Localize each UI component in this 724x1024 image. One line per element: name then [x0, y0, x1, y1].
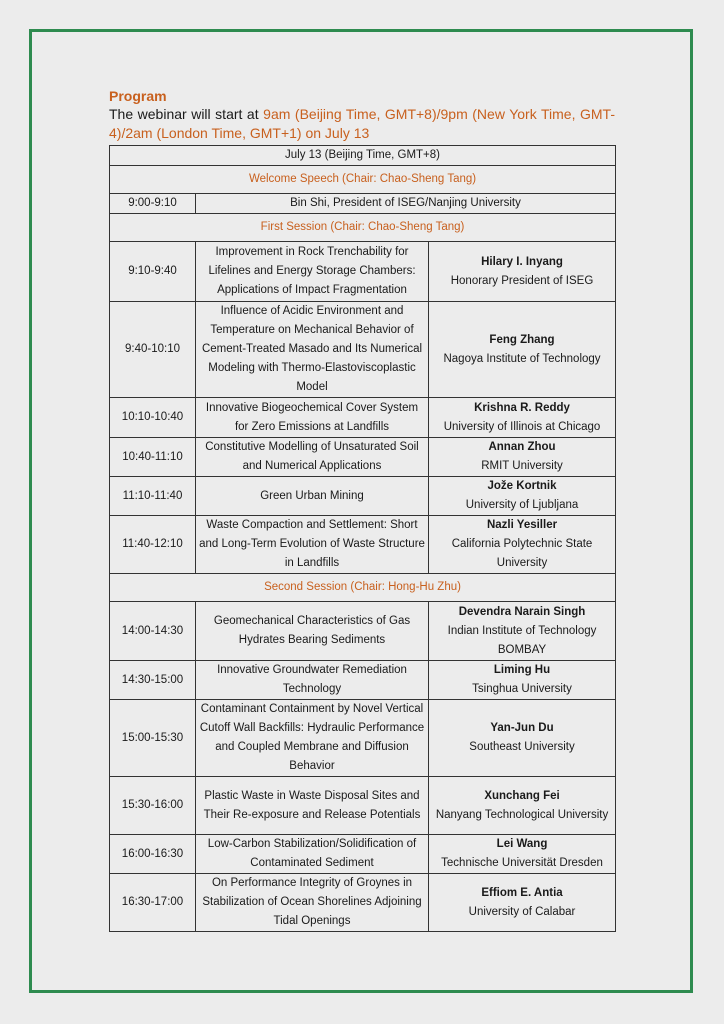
talk-title: Influence of Acidic Environment and Temperature on Mechanical Behavior of Cement-Treated Masado and Its Numerical Modeling with Thermo-Elastoviscoplastic Model: [196, 302, 429, 398]
speaker-affiliation: University of Calabar: [468, 905, 576, 918]
welcome-heading-row: [110, 166, 616, 194]
program-intro: [109, 105, 615, 143]
speaker-name: Jože Kortnik: [487, 480, 557, 492]
speaker-name: Effiom E. Antia: [481, 886, 563, 899]
speaker-name: Xunchang Fei: [484, 789, 560, 802]
date-cell: July 13 (Beijing Time, GMT+8): [110, 146, 616, 166]
welcome-time: 9:00-9:10: [110, 194, 196, 214]
speaker-affiliation: Southeast University: [469, 741, 575, 753]
talk-row: [110, 516, 616, 574]
talk-row: [110, 398, 616, 438]
talk-title: Green Urban Mining: [196, 477, 429, 516]
talk-speaker-cell: [429, 700, 616, 777]
talk-title: Geomechanical Characteristics of Gas Hydrates Bearing Sediments: [196, 602, 429, 661]
speaker-affiliation: RMIT University: [481, 460, 563, 472]
talk-speaker-cell: [429, 516, 616, 574]
talk-speaker-cell: [429, 661, 616, 700]
speaker-affiliation: Tsinghua University: [472, 683, 572, 695]
session-heading-row: [110, 574, 616, 602]
talk-row: [110, 477, 616, 516]
talk-title: Constitutive Modelling of Unsaturated Soil and Numerical Applications: [196, 438, 429, 477]
speaker-name: Annan Zhou: [488, 441, 556, 453]
talk-time: 10:40-11:10: [110, 438, 196, 477]
speaker-name: Lei Wang: [496, 838, 548, 850]
talk-time: 11:40-12:10: [110, 516, 196, 574]
talk-title: On Performance Integrity of Groynes in Stabilization of Ocean Shorelines Adjoining Tidal Openings: [196, 874, 429, 932]
talk-speaker-cell: [429, 835, 616, 874]
talk-row: [110, 835, 616, 874]
speaker-affiliation: Indian Institute of Technology BOMBAY: [447, 624, 597, 656]
talk-speaker-cell: [429, 602, 616, 661]
talk-title: Improvement in Rock Trenchability for Lifelines and Energy Storage Chambers: Applications of Impact Fragmentation: [196, 242, 429, 302]
date-row: [110, 146, 616, 166]
talk-speaker-cell: [429, 874, 616, 932]
speaker-name: Krishna R. Reddy: [474, 401, 570, 414]
speaker-affiliation: California Polytechnic State University: [451, 538, 593, 569]
talk-time: 15:30-16:00: [110, 777, 196, 835]
talk-row: [110, 438, 616, 477]
talk-speaker-cell: [429, 242, 616, 302]
welcome-row: [110, 194, 616, 214]
speaker-affiliation: Technische Universität Dresden: [441, 857, 603, 869]
talk-time: 14:30-15:00: [110, 661, 196, 700]
talk-title: Innovative Biogeochemical Cover System for Zero Emissions at Landfills: [196, 398, 429, 438]
talk-time: 9:10-9:40: [110, 242, 196, 302]
talk-time: 16:30-17:00: [110, 874, 196, 932]
talk-row: [110, 242, 616, 302]
speaker-affiliation: Nanyang Technological University: [435, 808, 609, 821]
speaker-affiliation: Honorary President of ISEG: [450, 274, 594, 287]
speaker-affiliation: University of Ljubljana: [465, 499, 579, 511]
speaker-name: Devendra Narain Singh: [458, 605, 586, 618]
welcome-heading: Welcome Speech (Chair: Chao-Sheng Tang): [110, 166, 616, 194]
talk-row: [110, 777, 616, 835]
intro-prefix: The webinar will start at: [109, 106, 264, 122]
speaker-name: Hilary I. Inyang: [481, 255, 563, 268]
talk-time: 16:00-16:30: [110, 835, 196, 874]
program-content: [109, 88, 615, 932]
speaker-name: Yan-Jun Du: [490, 722, 554, 734]
talk-speaker-cell: [429, 777, 616, 835]
speaker-affiliation: Nagoya Institute of Technology: [443, 352, 601, 365]
talk-title: Contaminant Containment by Novel Vertical Cutoff Wall Backfills: Hydraulic Performance and Coupled Membrane and Diffusion Behavior: [196, 700, 429, 777]
speaker-affiliation: University of Illinois at Chicago: [443, 420, 601, 433]
talk-time: 14:00-14:30: [110, 602, 196, 661]
session-heading-row: [110, 214, 616, 242]
session-heading: First Session (Chair: Chao-Sheng Tang): [110, 214, 616, 242]
schedule-table: [109, 145, 616, 932]
speaker-name: Feng Zhang: [489, 333, 555, 346]
talk-speaker-cell: [429, 477, 616, 516]
talk-time: 15:00-15:30: [110, 700, 196, 777]
talk-time: 10:10-10:40: [110, 398, 196, 438]
program-title: Program: [109, 88, 167, 104]
talk-speaker-cell: [429, 398, 616, 438]
talk-row: [110, 874, 616, 932]
speaker-name: Liming Hu: [493, 664, 551, 676]
talk-title: Waste Compaction and Settlement: Short and Long-Term Evolution of Waste Structure in Landfills: [196, 516, 429, 574]
schedule-body: [110, 146, 616, 932]
talk-row: [110, 661, 616, 700]
session-heading: Second Session (Chair: Hong-Hu Zhu): [110, 574, 616, 602]
welcome-text: Bin Shi, President of ISEG/Nanjing University: [196, 194, 616, 214]
talk-row: [110, 302, 616, 398]
talk-row: [110, 700, 616, 777]
talk-row: [110, 602, 616, 661]
talk-time: 9:40-10:10: [110, 302, 196, 398]
speaker-name: Nazli Yesiller: [486, 519, 558, 531]
talk-title: Low-Carbon Stabilization/Solidification of Contaminated Sediment: [196, 835, 429, 874]
talk-title: Innovative Groundwater Remediation Technology: [196, 661, 429, 700]
talk-speaker-cell: [429, 302, 616, 398]
talk-time: 11:10-11:40: [110, 477, 196, 516]
talk-speaker-cell: [429, 438, 616, 477]
talk-title: Plastic Waste in Waste Disposal Sites and Their Re-exposure and Release Potentials: [196, 777, 429, 835]
intro-time-highlight: 9am (Beijing Time, GMT+8)/9pm (New York Time, GMT-4)/2am (London Time, GMT+1) on July 13: [109, 106, 615, 141]
